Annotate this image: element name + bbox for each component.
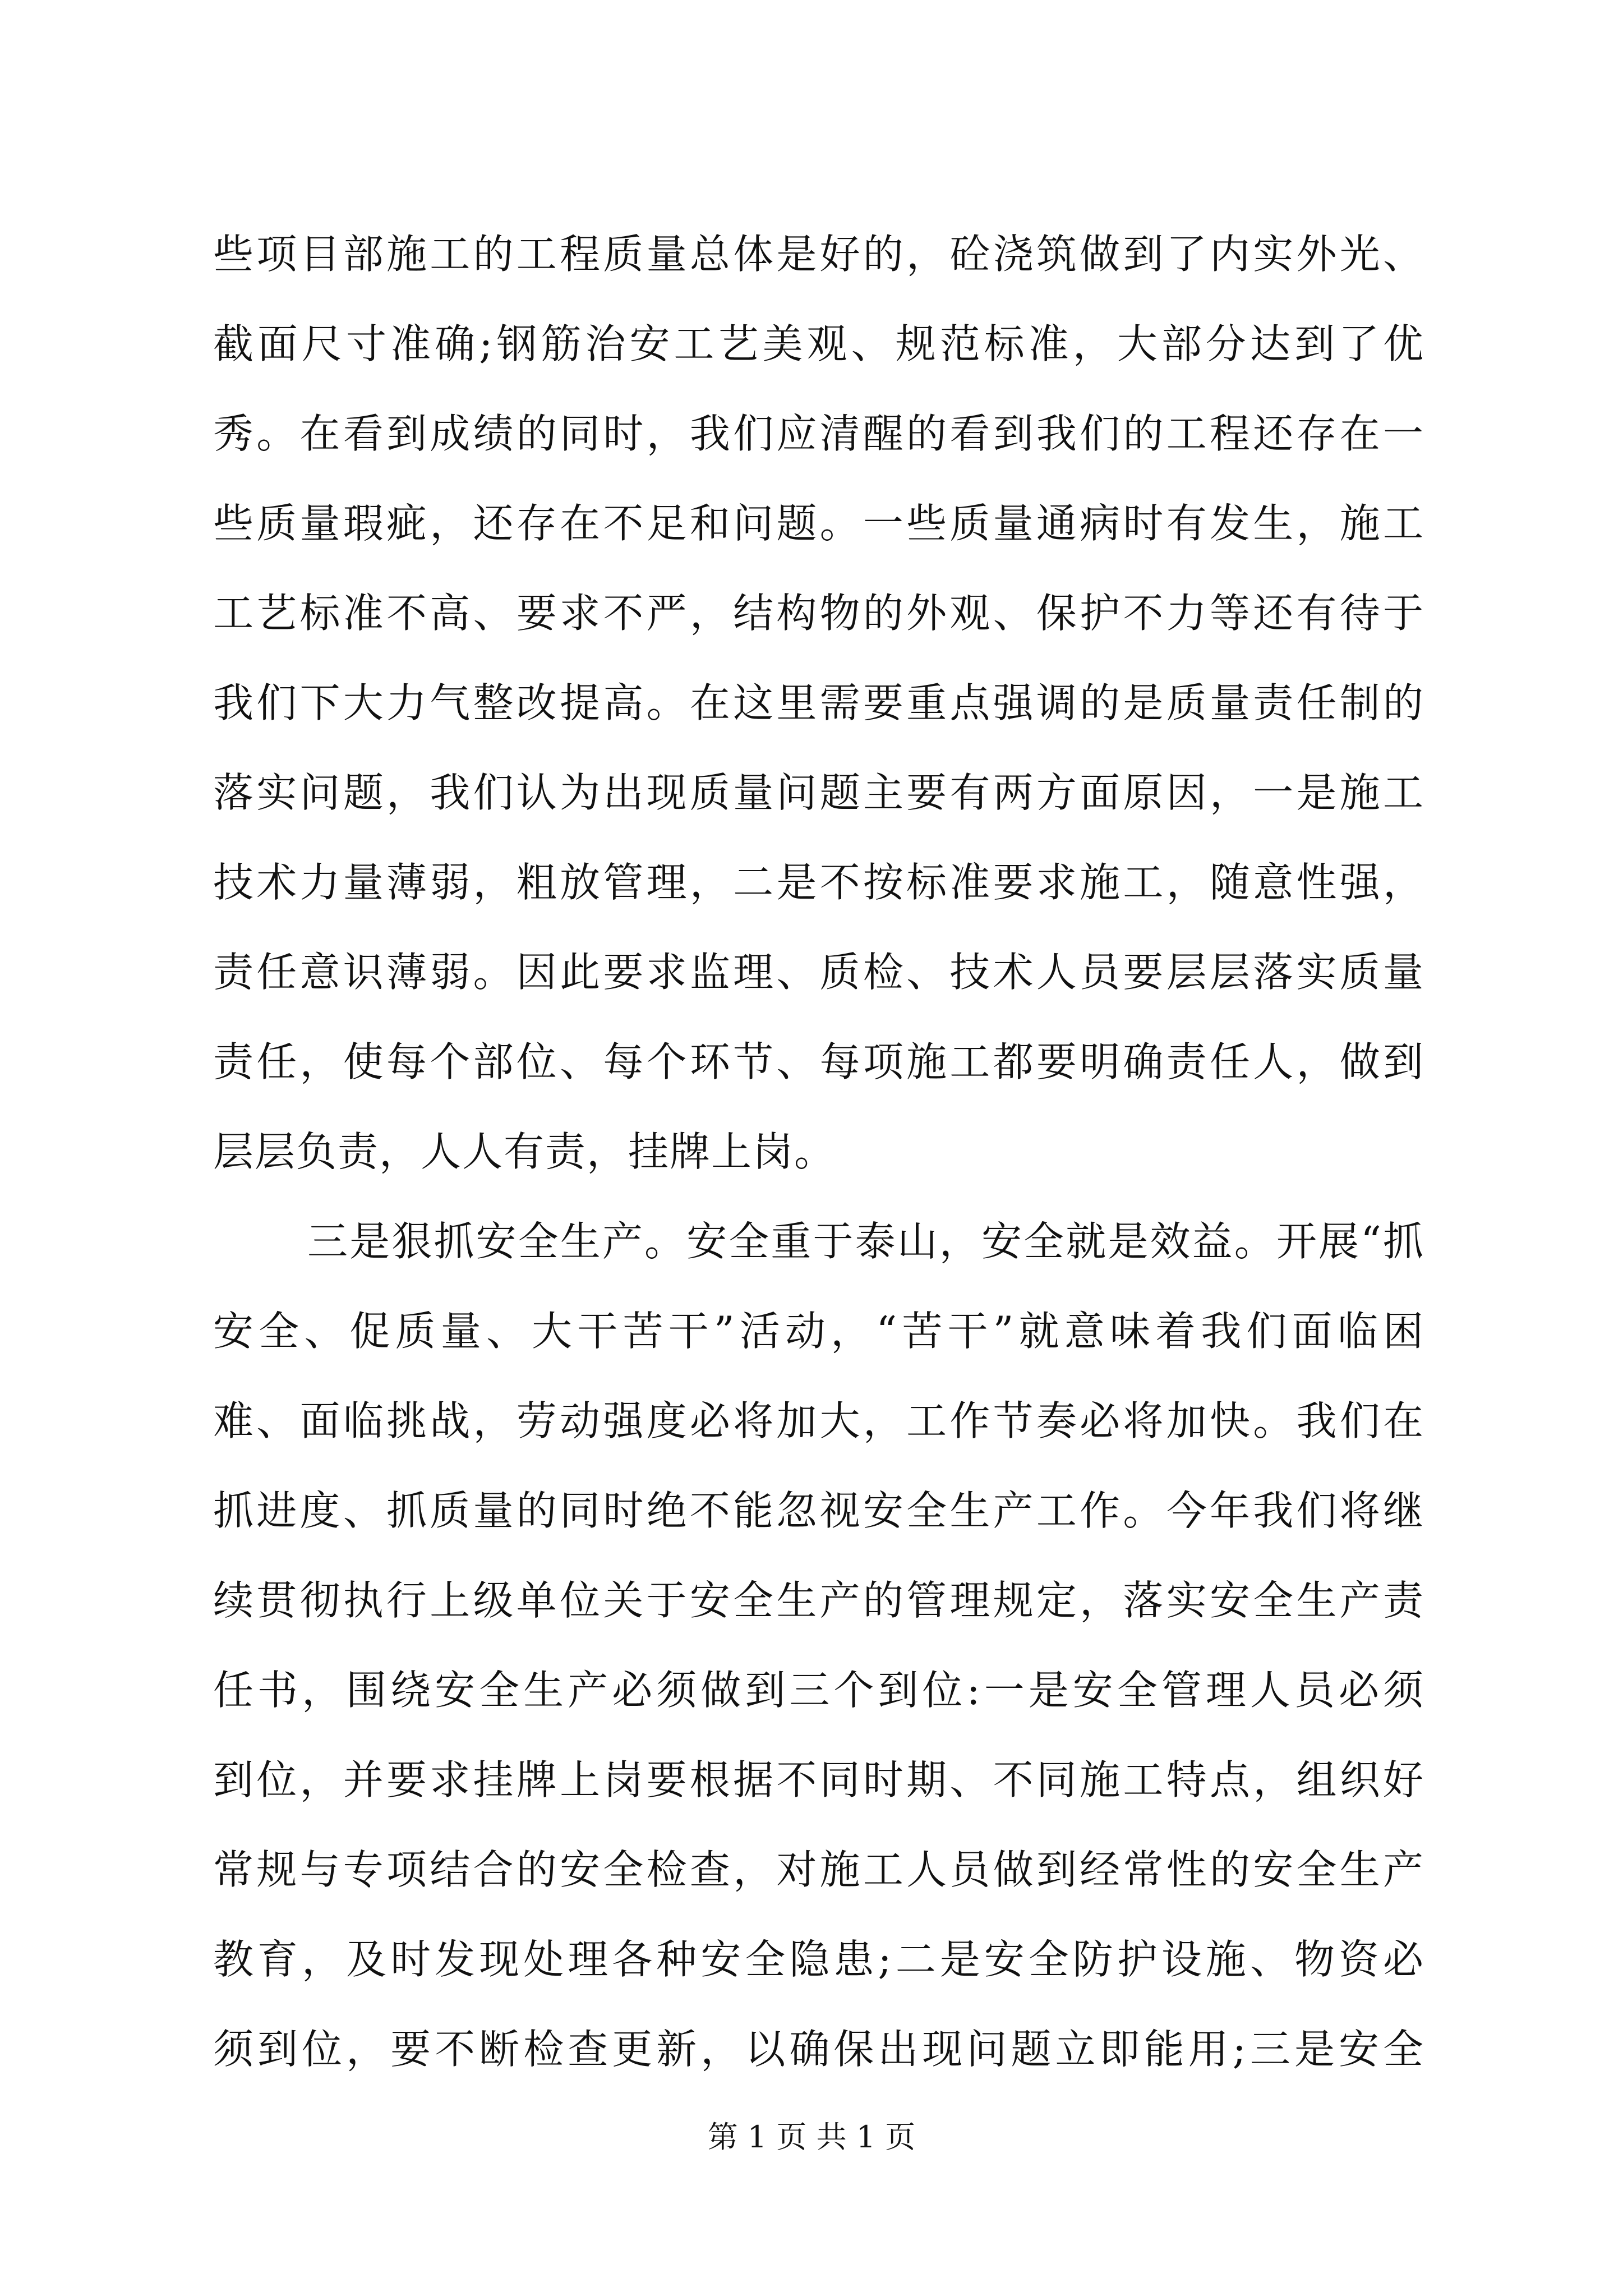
text-line: 任书，围绕安全生产必须做到三个到位:一是安全管理人员必须: [213, 1667, 1424, 1714]
text-line: 责任意识薄弱。因此要求监理、质检、技术人员要层层落实质量: [213, 949, 1424, 996]
text-line: 些质量瑕疵，还存在不足和问题。一些质量通病时有发生，施工: [213, 500, 1424, 547]
text-line: 教育，及时发现处理各种安全隐患;二是安全防护设施、物资必: [213, 1936, 1424, 1983]
text-line: 落实问题，我们认为出现质量问题主要有两方面原因，一是施工: [213, 769, 1424, 816]
paragraph-first-line: 三是狠抓安全生产。安全重于泰山，安全就是效益。开展“抓: [307, 1218, 1424, 1265]
text-line: 层层负责，人人有责，挂牌上岗。: [213, 1128, 836, 1175]
text-line: 些项目部施工的工程质量总体是好的，砼浇筑做到了内实外光、: [213, 231, 1424, 278]
text-line: 抓进度、抓质量的同时绝不能忽视安全生产工作。今年我们将继: [213, 1487, 1424, 1534]
text-line: 截面尺寸准确;钢筋治安工艺美观、规范标准，大部分达到了优: [213, 320, 1424, 367]
text-line: 责任，使每个部位、每个环节、每项施工都要明确责任人，做到: [213, 1038, 1424, 1085]
text-line: 秀。在看到成绩的同时，我们应清醒的看到我们的工程还存在一: [213, 410, 1424, 457]
text-line: 须到位，要不断检查更新，以确保出现问题立即能用;三是安全: [213, 2026, 1424, 2073]
text-line: 技术力量薄弱，粗放管理，二是不按标准要求施工，随意性强，: [213, 859, 1424, 906]
text-line: 常规与专项结合的安全检查，对施工人员做到经常性的安全生产: [213, 1846, 1424, 1893]
page-footer: 第 1 页 共 1 页: [707, 2119, 916, 2155]
text-line: 续贯彻执行上级单位关于安全生产的管理规定，落实安全生产责: [213, 1577, 1424, 1624]
text-line: 到位，并要求挂牌上岗要根据不同时期、不同施工特点，组织好: [213, 1756, 1424, 1803]
text-line: 工艺标准不高、要求不严，结构物的外观、保护不力等还有待于: [213, 590, 1424, 637]
text-line: 我们下大力气整改提高。在这里需要重点强调的是质量责任制的: [213, 679, 1424, 726]
text-line: 难、面临挑战，劳动强度必将加大，工作节奏必将加快。我们在: [213, 1397, 1424, 1444]
text-line: 安全、促质量、大干苦干”活动，“苦干”就意味着我们面临困: [213, 1308, 1424, 1355]
